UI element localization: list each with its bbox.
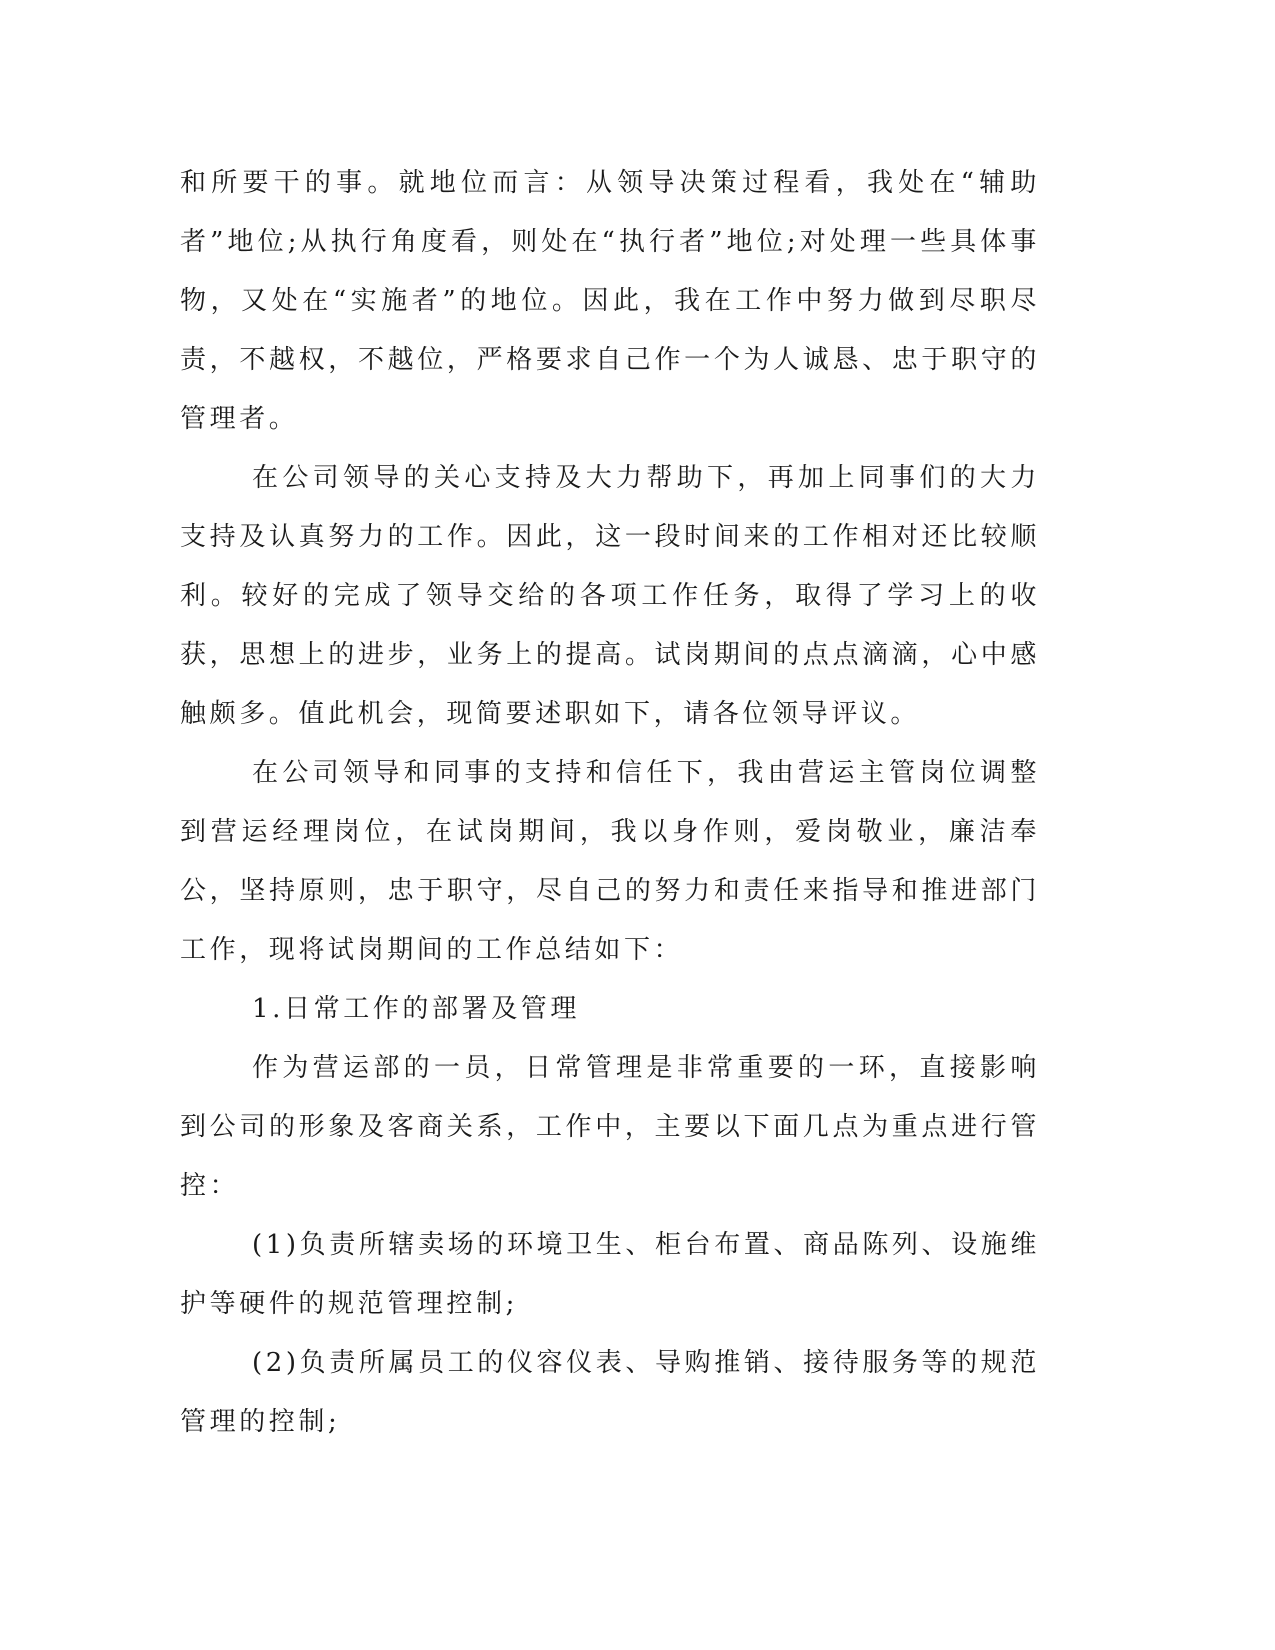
document-body [180,154,1040,1452]
paragraph-trial-summary: 在公司领导和同事的支持和信任下，我由营运主管岗位调整到营运经理岗位，在试岗期间，我以身作则，爱岗敬业，廉洁奉公，坚持原则，忠于职守，尽自己的努力和责任来指导和推进部门工作，现将试岗期间的工作总结如下： [180,758,1040,965]
paragraph-continuation: 和所要干的事。就地位而言：从领导决策过程看，我处在“辅助者”地位;从执行角度看，则处在“执行者”地位;对处理一些具体事物，又处在“实施者”的地位。因此，我在工作中努力做到尽职尽责，不越权，不越位，严格要求自己作一个为人诚恳、忠于职守的管理者。 [180,168,1040,434]
list-item-1: (1)负责所辖卖场的环境卫生、柜台布置、商品陈列、设施维护等硬件的规范管理控制; [180,1230,1040,1319]
list-item-2: (2)负责所属员工的仪容仪表、导购推销、接待服务等的规范管理的控制; [180,1348,1040,1437]
section-heading-daily-work: 1.日常工作的部署及管理 [252,994,581,1024]
paragraph-support: 在公司领导的关心支持及大力帮助下，再加上同事们的大力支持及认真努力的工作。因此，这一段时间来的工作相对还比较顺利。较好的完成了领导交给的各项工作任务，取得了学习上的收获，思想上的进步，业务上的提高。试岗期间的点点滴滴，心中感触颇多。值此机会，现简要述职如下，请各位领导评议。 [180,463,1040,729]
paragraph-daily-management: 作为营运部的一员，日常管理是非常重要的一环，直接影响到公司的形象及客商关系，工作中，主要以下面几点为重点进行管控： [180,1053,1040,1201]
